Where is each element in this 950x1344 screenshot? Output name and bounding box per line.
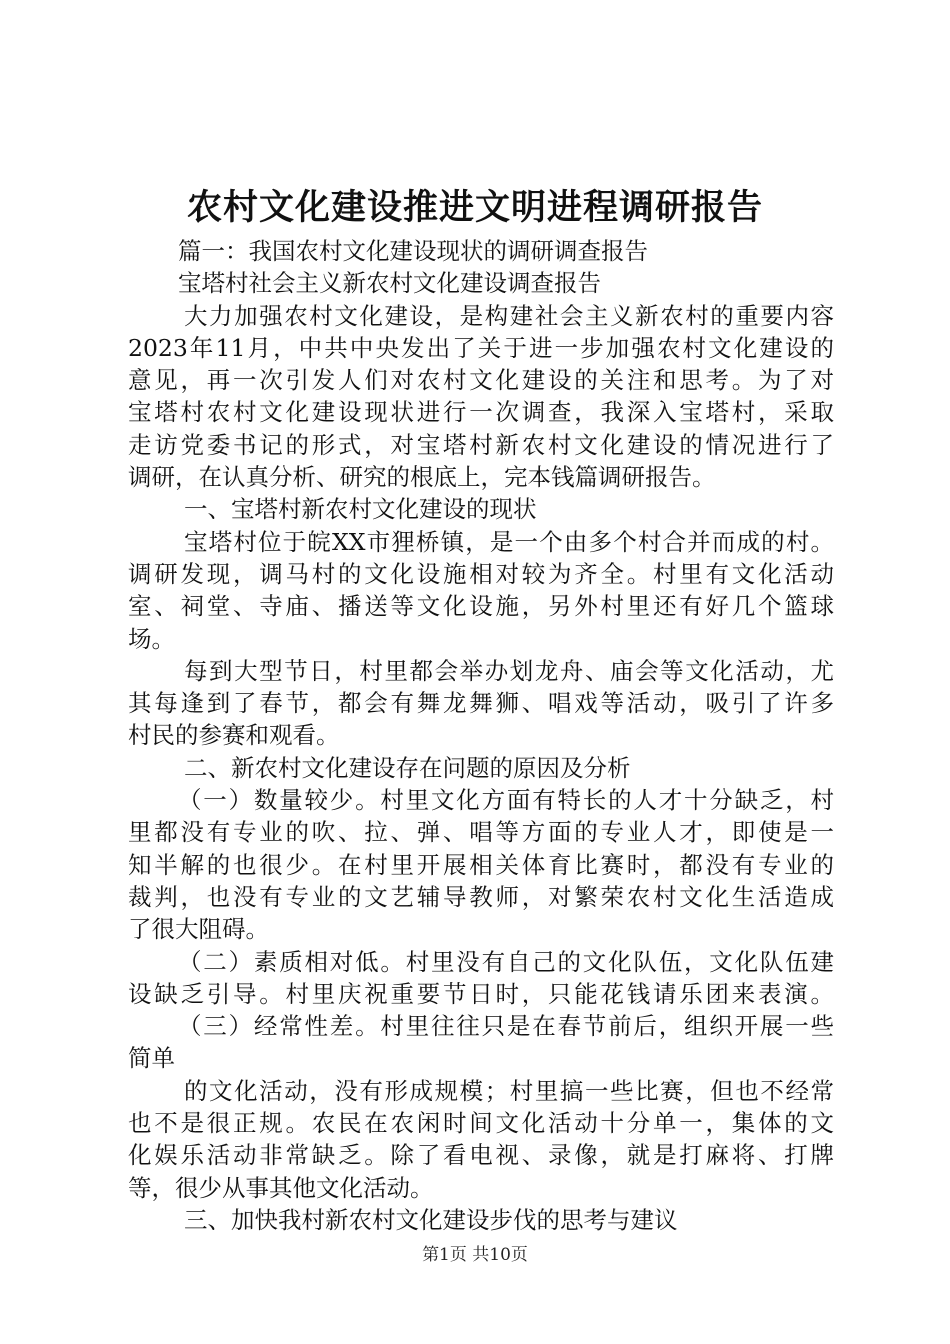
text-line: 简单: [128, 1044, 175, 1073]
text-line: 每到大型节日，村里都会举办划龙舟、庙会等文化活动，尤: [184, 656, 834, 685]
section-heading: 篇一：我国农村文化建设现状的调研调查报告: [178, 237, 648, 265]
text-line: 的文化活动，没有形成规模；村里搞一些比赛，但也不经常: [184, 1076, 834, 1105]
text-line: 村民的参赛和观看。: [128, 721, 340, 750]
text-line: 其每逢到了春节，都会有舞龙舞狮、唱戏等活动，吸引了许多: [128, 689, 834, 718]
text-line: 调研，在认真分析、研究的根底上，完本钱篇调研报告。: [128, 463, 716, 492]
section-heading: 二、新农村文化建设存在问题的原因及分析: [184, 753, 631, 782]
text-line: 知半解的也很少。在村里开展相关体育比赛时，都没有专业的: [128, 850, 834, 879]
text-line: 走访党委书记的形式，对宝塔村新农村文化建设的情况进行了: [128, 430, 834, 459]
page-number: 第1页 共10页: [422, 1245, 528, 1265]
text-line: （三）经常性差。村里往往只是在春节前后，组织开展一些: [178, 1012, 834, 1041]
text-line: （二）素质相对低。村里没有自己的文化队伍，文化队伍建: [178, 947, 834, 976]
text-line: 了很大阻碍。: [128, 915, 269, 944]
text-line: 化娱乐活动非常缺乏。除了看电视、录像，就是打麻将、打牌: [128, 1141, 834, 1170]
section-heading: 一、宝塔村新农村文化建设的现状: [184, 495, 537, 524]
section-subheading: 宝塔村社会主义新农村文化建设调查报告: [178, 269, 601, 298]
text-line: 大力加强农村文化建设，是构建社会主义新农村的重要内容: [184, 301, 834, 330]
text-line: 意见，再一次引发人们对农村文化建设的关注和思考。为了对: [128, 366, 834, 395]
text-line: 设缺乏引导。村里庆祝重要节日时，只能花钱请乐团来表演。: [128, 979, 834, 1008]
document-title: 农村文化建设推进文明进程调研报告: [186, 187, 763, 228]
section-heading: 三、加快我村新农村文化建设步伐的思考与建议: [184, 1205, 678, 1234]
text-line: 2023年11月，中共中央发出了关于进一步加强农村文化建设的: [128, 333, 834, 362]
text-line: 场。: [128, 624, 175, 653]
document-body: [128, 235, 834, 1236]
text-line: 也不是很正规。农民在农闲时间文化活动十分单一，集体的文: [128, 1109, 834, 1138]
text-line: 调研发现，调马村的文化设施相对较为齐全。村里有文化活动: [128, 559, 834, 588]
text-line: 等，很少从事其他文化活动。: [128, 1173, 434, 1202]
text-line: 宝塔村农村文化建设现状进行一次调查，我深入宝塔村，采取: [128, 398, 834, 427]
text-line: （一）数量较少。村里文化方面有特长的人才十分缺乏，村: [178, 786, 834, 815]
text-line: 里都没有专业的吹、拉、弹、唱等方面的专业人才，即使是一: [128, 818, 834, 847]
text-line: 宝塔村位于皖XX市狸桥镇，是一个由多个村合并而成的村。: [184, 527, 834, 556]
text-line: 室、祠堂、寺庙、播送等文化设施，另外村里还有好几个篮球: [128, 592, 834, 621]
text-line: 裁判，也没有专业的文艺辅导教师，对繁荣农村文化生活造成: [128, 882, 834, 911]
